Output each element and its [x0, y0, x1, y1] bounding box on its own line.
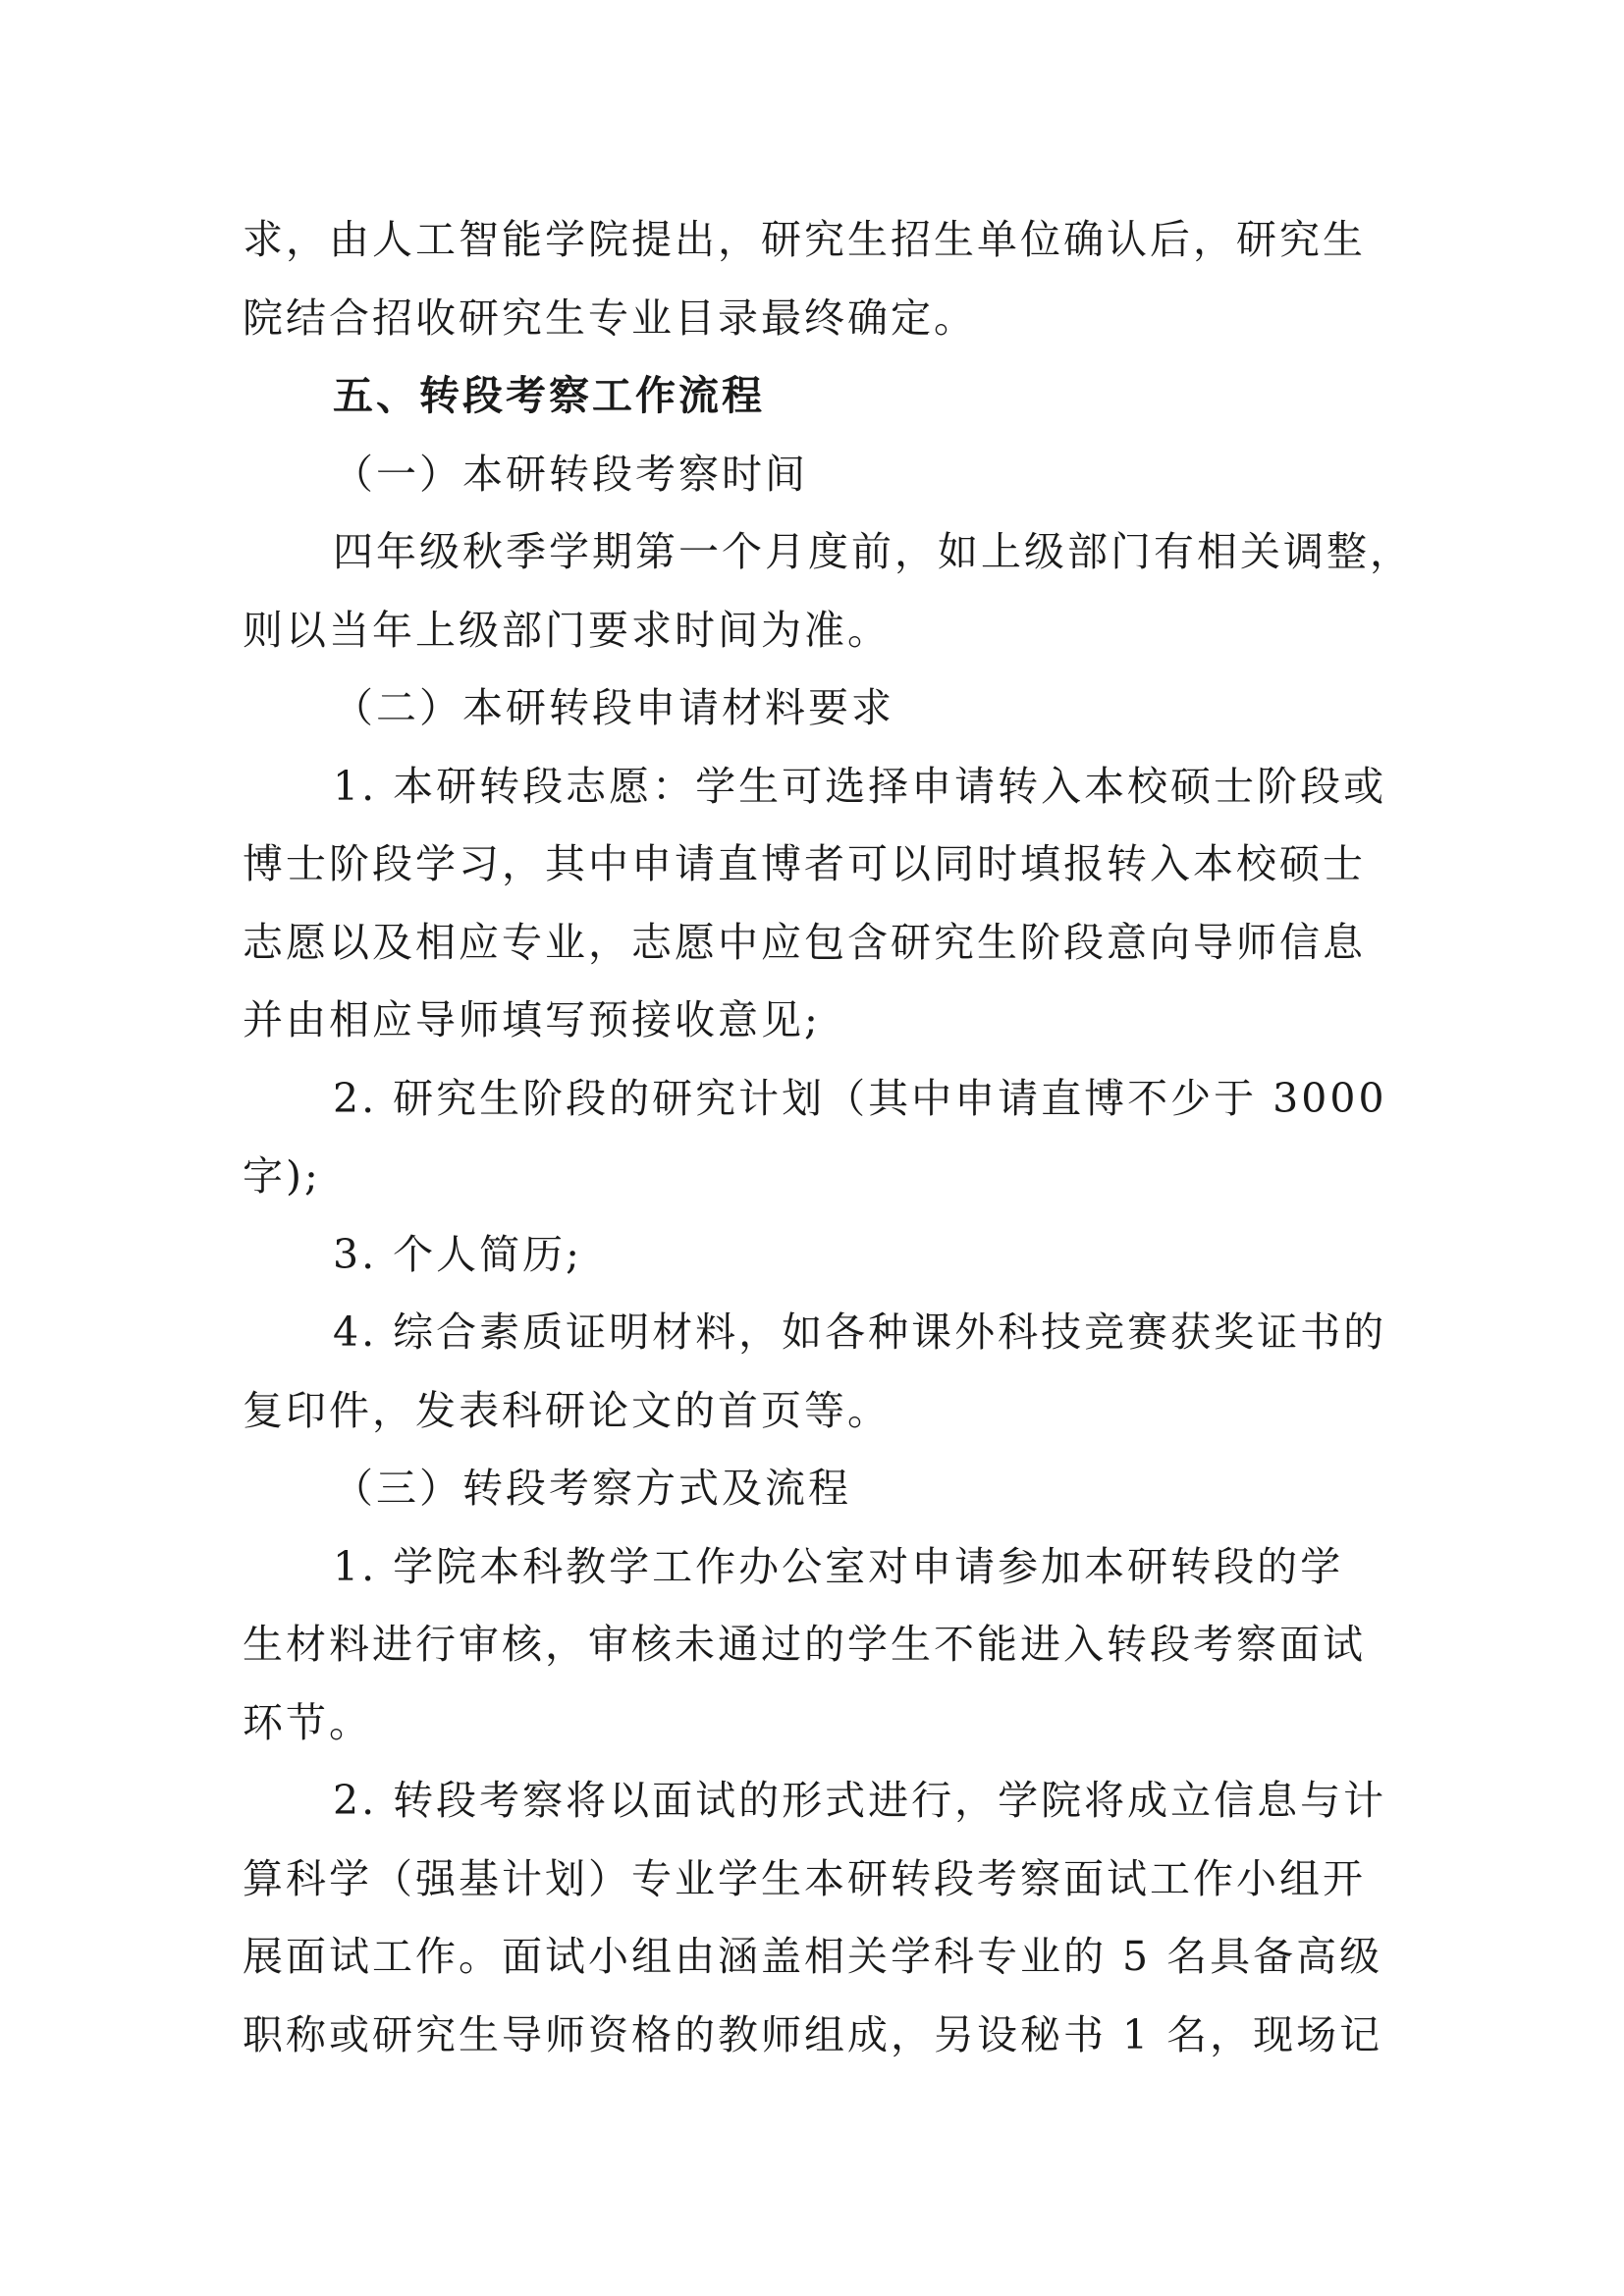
body-text-line: 四年级秋季学期第一个月度前，如上级部门有相关调整， — [333, 528, 1413, 575]
body-text-line: 生材料进行审核，审核未通过的学生不能进入转段考察面试 — [243, 1621, 1366, 1668]
body-text-line: 求，由人工智能学院提出，研究生招生单位确认后，研究生 — [243, 216, 1366, 263]
body-text-line: 算科学（强基计划）专业学生本研转段考察面试工作小组开 — [243, 1854, 1366, 1902]
body-text-line: 展面试工作。面试小组由涵盖相关学科专业的 5 名具备高级 — [243, 1933, 1383, 1980]
body-text-line: 志愿以及相应专业，志愿中应包含研究生阶段意向导师信息 — [243, 918, 1366, 966]
body-text-line: 并由相应导师填写预接收意见; — [243, 996, 821, 1043]
body-text-line: 环节。 — [243, 1698, 372, 1746]
list-item-line: 1. 本研转段志愿：学生可选择申请转入本校硕士阶段或 — [333, 762, 1387, 810]
subsection-heading: （三）转段考察方式及流程 — [333, 1465, 851, 1512]
body-text-line: 字); — [243, 1152, 321, 1200]
list-item-line: 4. 综合素质证明材料，如各种课外科技竞赛获奖证书的 — [333, 1308, 1387, 1356]
section-heading: 五、转段考察工作流程 — [333, 372, 765, 419]
subsection-heading: （一）本研转段考察时间 — [333, 450, 808, 498]
subsection-heading: （二）本研转段申请材料要求 — [333, 684, 894, 731]
list-item-line: 1. 学院本科教学工作办公室对申请参加本研转段的学 — [333, 1542, 1344, 1590]
list-item-line: 2. 转段考察将以面试的形式进行，学院将成立信息与计 — [333, 1777, 1387, 1824]
document-body — [243, 201, 1413, 2074]
list-item-line: 2. 研究生阶段的研究计划（其中申请直博不少于 3000 — [333, 1074, 1387, 1122]
body-text-line: 职称或研究生导师资格的教师组成，另设秘书 1 名，现场记 — [243, 2010, 1383, 2058]
body-text-line: 复印件，发表科研论文的首页等。 — [243, 1386, 891, 1434]
body-text-line: 则以当年上级部门要求时间为准。 — [243, 606, 891, 654]
body-text-line: 博士阶段学习，其中申请直博者可以同时填报转入本校硕士 — [243, 840, 1366, 887]
list-item-line: 3. 个人简历; — [333, 1230, 582, 1278]
body-text-line: 院结合招收研究生专业目录最终确定。 — [243, 294, 977, 342]
